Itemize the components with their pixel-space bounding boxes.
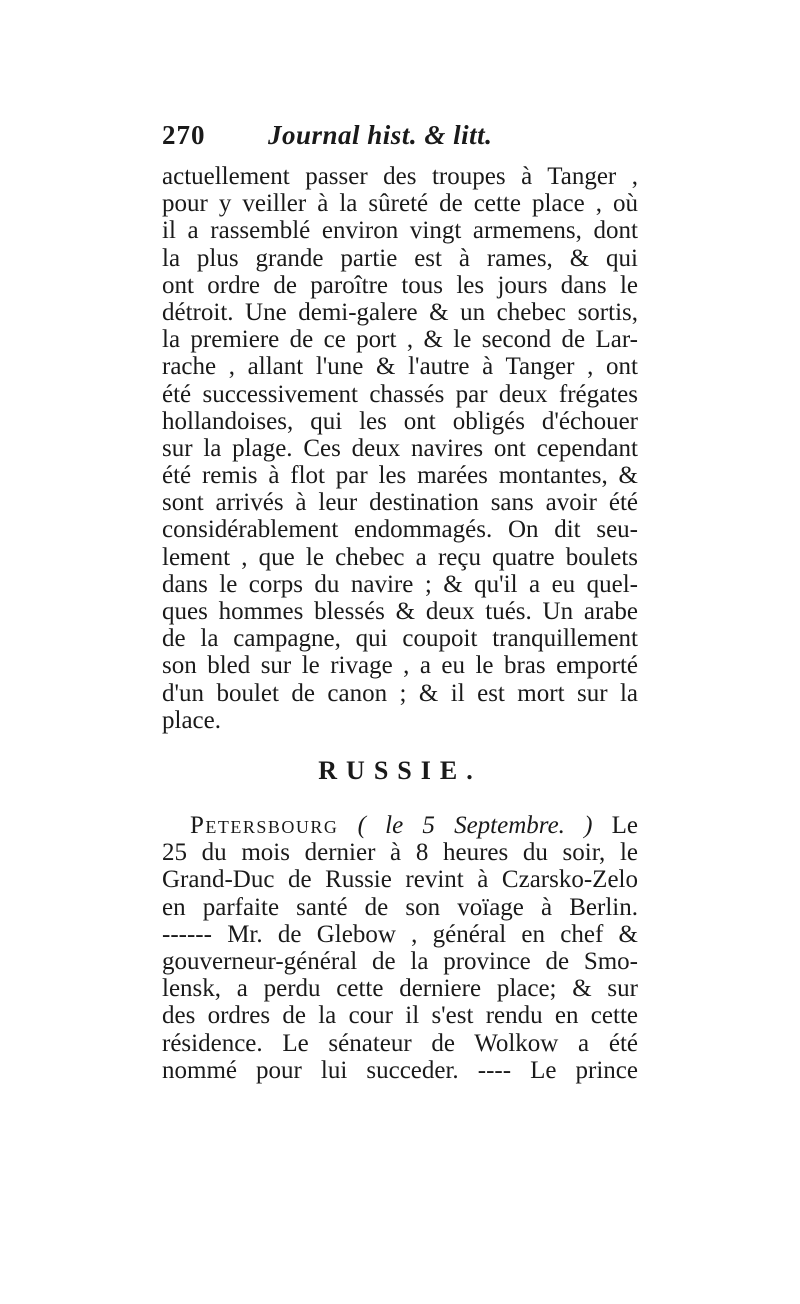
- text-line: rache , allant l'une & l'autre à Tanger , ont: [162, 353, 638, 381]
- text-line: détroit. Une demi-galere & un chebec sortis,: [162, 298, 638, 326]
- text-line: de la campagne, qui coupoit tranquillement: [162, 625, 638, 653]
- page-number: 270: [162, 120, 206, 150]
- text-line: pour y veiller à la sûreté de cette place , où: [162, 190, 638, 218]
- text-line: actuellement passer des troupes à Tanger ,: [162, 163, 638, 190]
- text-line: dans le corps du navire ; & qu'il a eu quel-: [162, 570, 638, 598]
- running-head: [162, 120, 642, 156]
- text-line: nommé pour lui succeder. ---- Le prince: [162, 1056, 638, 1084]
- text-line: 25 du mois dernier à 8 heures du soir, le: [162, 839, 638, 867]
- text-line: gouverneur-général de la province de Smo-: [162, 947, 638, 975]
- text-line: place.: [162, 706, 221, 734]
- text-line: en parfaite santé de son voïage à Berlin.: [162, 893, 638, 921]
- dateline-city: Petersbourg: [190, 812, 339, 839]
- dateline-date: ( le 5 Septembre. ): [357, 812, 593, 839]
- text-line: lensk, a perdu cette derniere place; & sur: [162, 975, 638, 1003]
- text-line: la plus grande partie est à rames, & qui: [162, 244, 638, 272]
- text-line: son bled sur le rivage , a eu le bras emporté: [162, 652, 638, 680]
- text-line: été successivement chassés par deux frégates: [162, 380, 638, 408]
- dateline: [162, 812, 638, 839]
- journal-title: Journal hist. & litt.: [268, 120, 493, 150]
- text-line: considérablement endommagés. On dit seu-: [162, 516, 638, 544]
- text-line: sont arrivés à leur destination sans avoir été: [162, 489, 638, 517]
- text-line: la premiere de ce port , & le second de Lar-: [162, 326, 638, 354]
- text-line: ont ordre de paroître tous les jours dans le: [162, 271, 638, 299]
- text-line: d'un boulet de canon ; & il est mort sur la: [162, 679, 638, 707]
- text-line: sur la plage. Ces deux navires ont cependant: [162, 434, 638, 462]
- dateline-rest: Le: [611, 812, 639, 839]
- text-line: des ordres de la cour il s'est rendu en cette: [162, 1002, 638, 1030]
- text-line: Grand-Duc de Russie revint à Czarsko-Zelo: [162, 866, 638, 894]
- section-heading-russie: RUSSIE.: [318, 756, 482, 785]
- text-line: ques hommes blessés & deux tués. Un arabe: [162, 598, 638, 625]
- text-line: il a rassemblé environ vingt armemens, dont: [162, 217, 638, 245]
- paragraph-petersbourg-news: [162, 812, 638, 1084]
- text-line: hollandoises, qui les ont obligés d'échouer: [162, 407, 638, 435]
- text-line: été remis à flot par les marées montantes, &: [162, 462, 638, 490]
- paragraph-morocco-news: [162, 163, 638, 734]
- text-line: lement , que le chebec a reçu quatre boulets: [162, 543, 638, 571]
- text-line: résidence. Le sénateur de Wolkow a été: [162, 1029, 638, 1057]
- text-line: ------ Mr. de Glebow , général en chef &: [162, 920, 638, 948]
